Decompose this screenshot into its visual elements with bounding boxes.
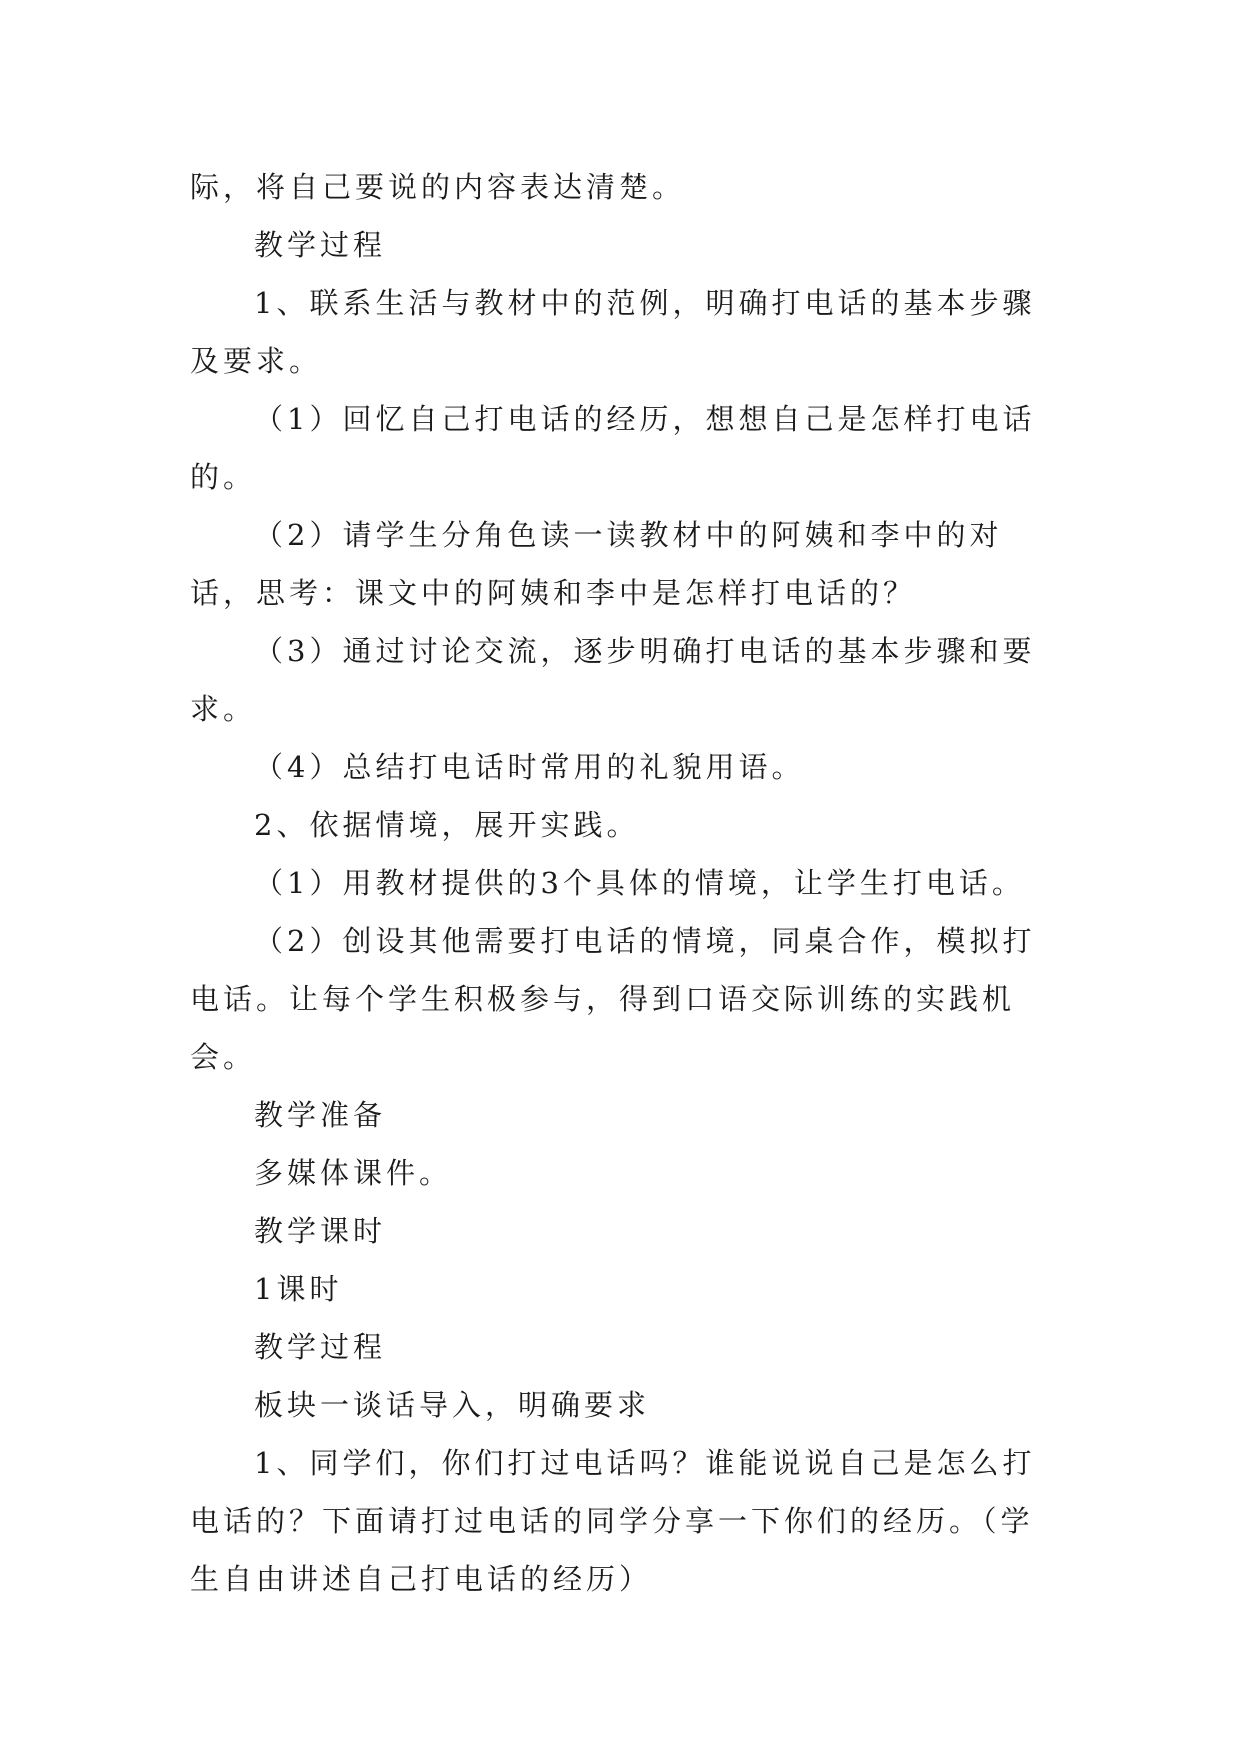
paragraph: 1课时 [254,1272,343,1306]
section-heading: 板块一谈话导入，明确要求 [254,1388,651,1422]
section-heading: 教学过程 [254,228,387,262]
paragraph: 2、依据情境，展开实践。 [254,808,640,842]
paragraph: （1）用教材提供的3个具体的情境，让学生打电话。 [254,866,1025,900]
paragraph: （1）回忆自己打电话的经历，想想自己是怎样打电话的。 [190,402,1036,494]
section-heading: 教学过程 [254,1330,387,1364]
section-heading: 教学课时 [254,1214,387,1248]
paragraph: （2）创设其他需要打电话的情境，同桌合作，模拟打电话。让每个学生积极参与，得到口语交际训练的实践机会。 [190,924,1036,1074]
paragraph: 1、同学们，你们打过电话吗？谁能说说自己是怎么打电话的？下面请打过电话的同学分享一下你们的经历。（学生自由讲述自己打电话的经历） [190,1446,1036,1596]
paragraph: 际，将自己要说的内容表达清楚。 [190,170,686,204]
paragraph: （3）通过讨论交流，逐步明确打电话的基本步骤和要求。 [190,634,1036,726]
paragraph: （4）总结打电话时常用的礼貌用语。 [254,750,805,784]
paragraph: （2）请学生分角色读一读教材中的阿姨和李中的对话，思考：课文中的阿姨和李中是怎样打电话的？ [190,518,1003,610]
paragraph: 多媒体课件。 [254,1156,453,1190]
document-body [190,158,1052,1608]
section-heading: 教学准备 [254,1098,387,1132]
paragraph: 1、联系生活与教材中的范例，明确打电话的基本步骤及要求。 [190,286,1036,378]
